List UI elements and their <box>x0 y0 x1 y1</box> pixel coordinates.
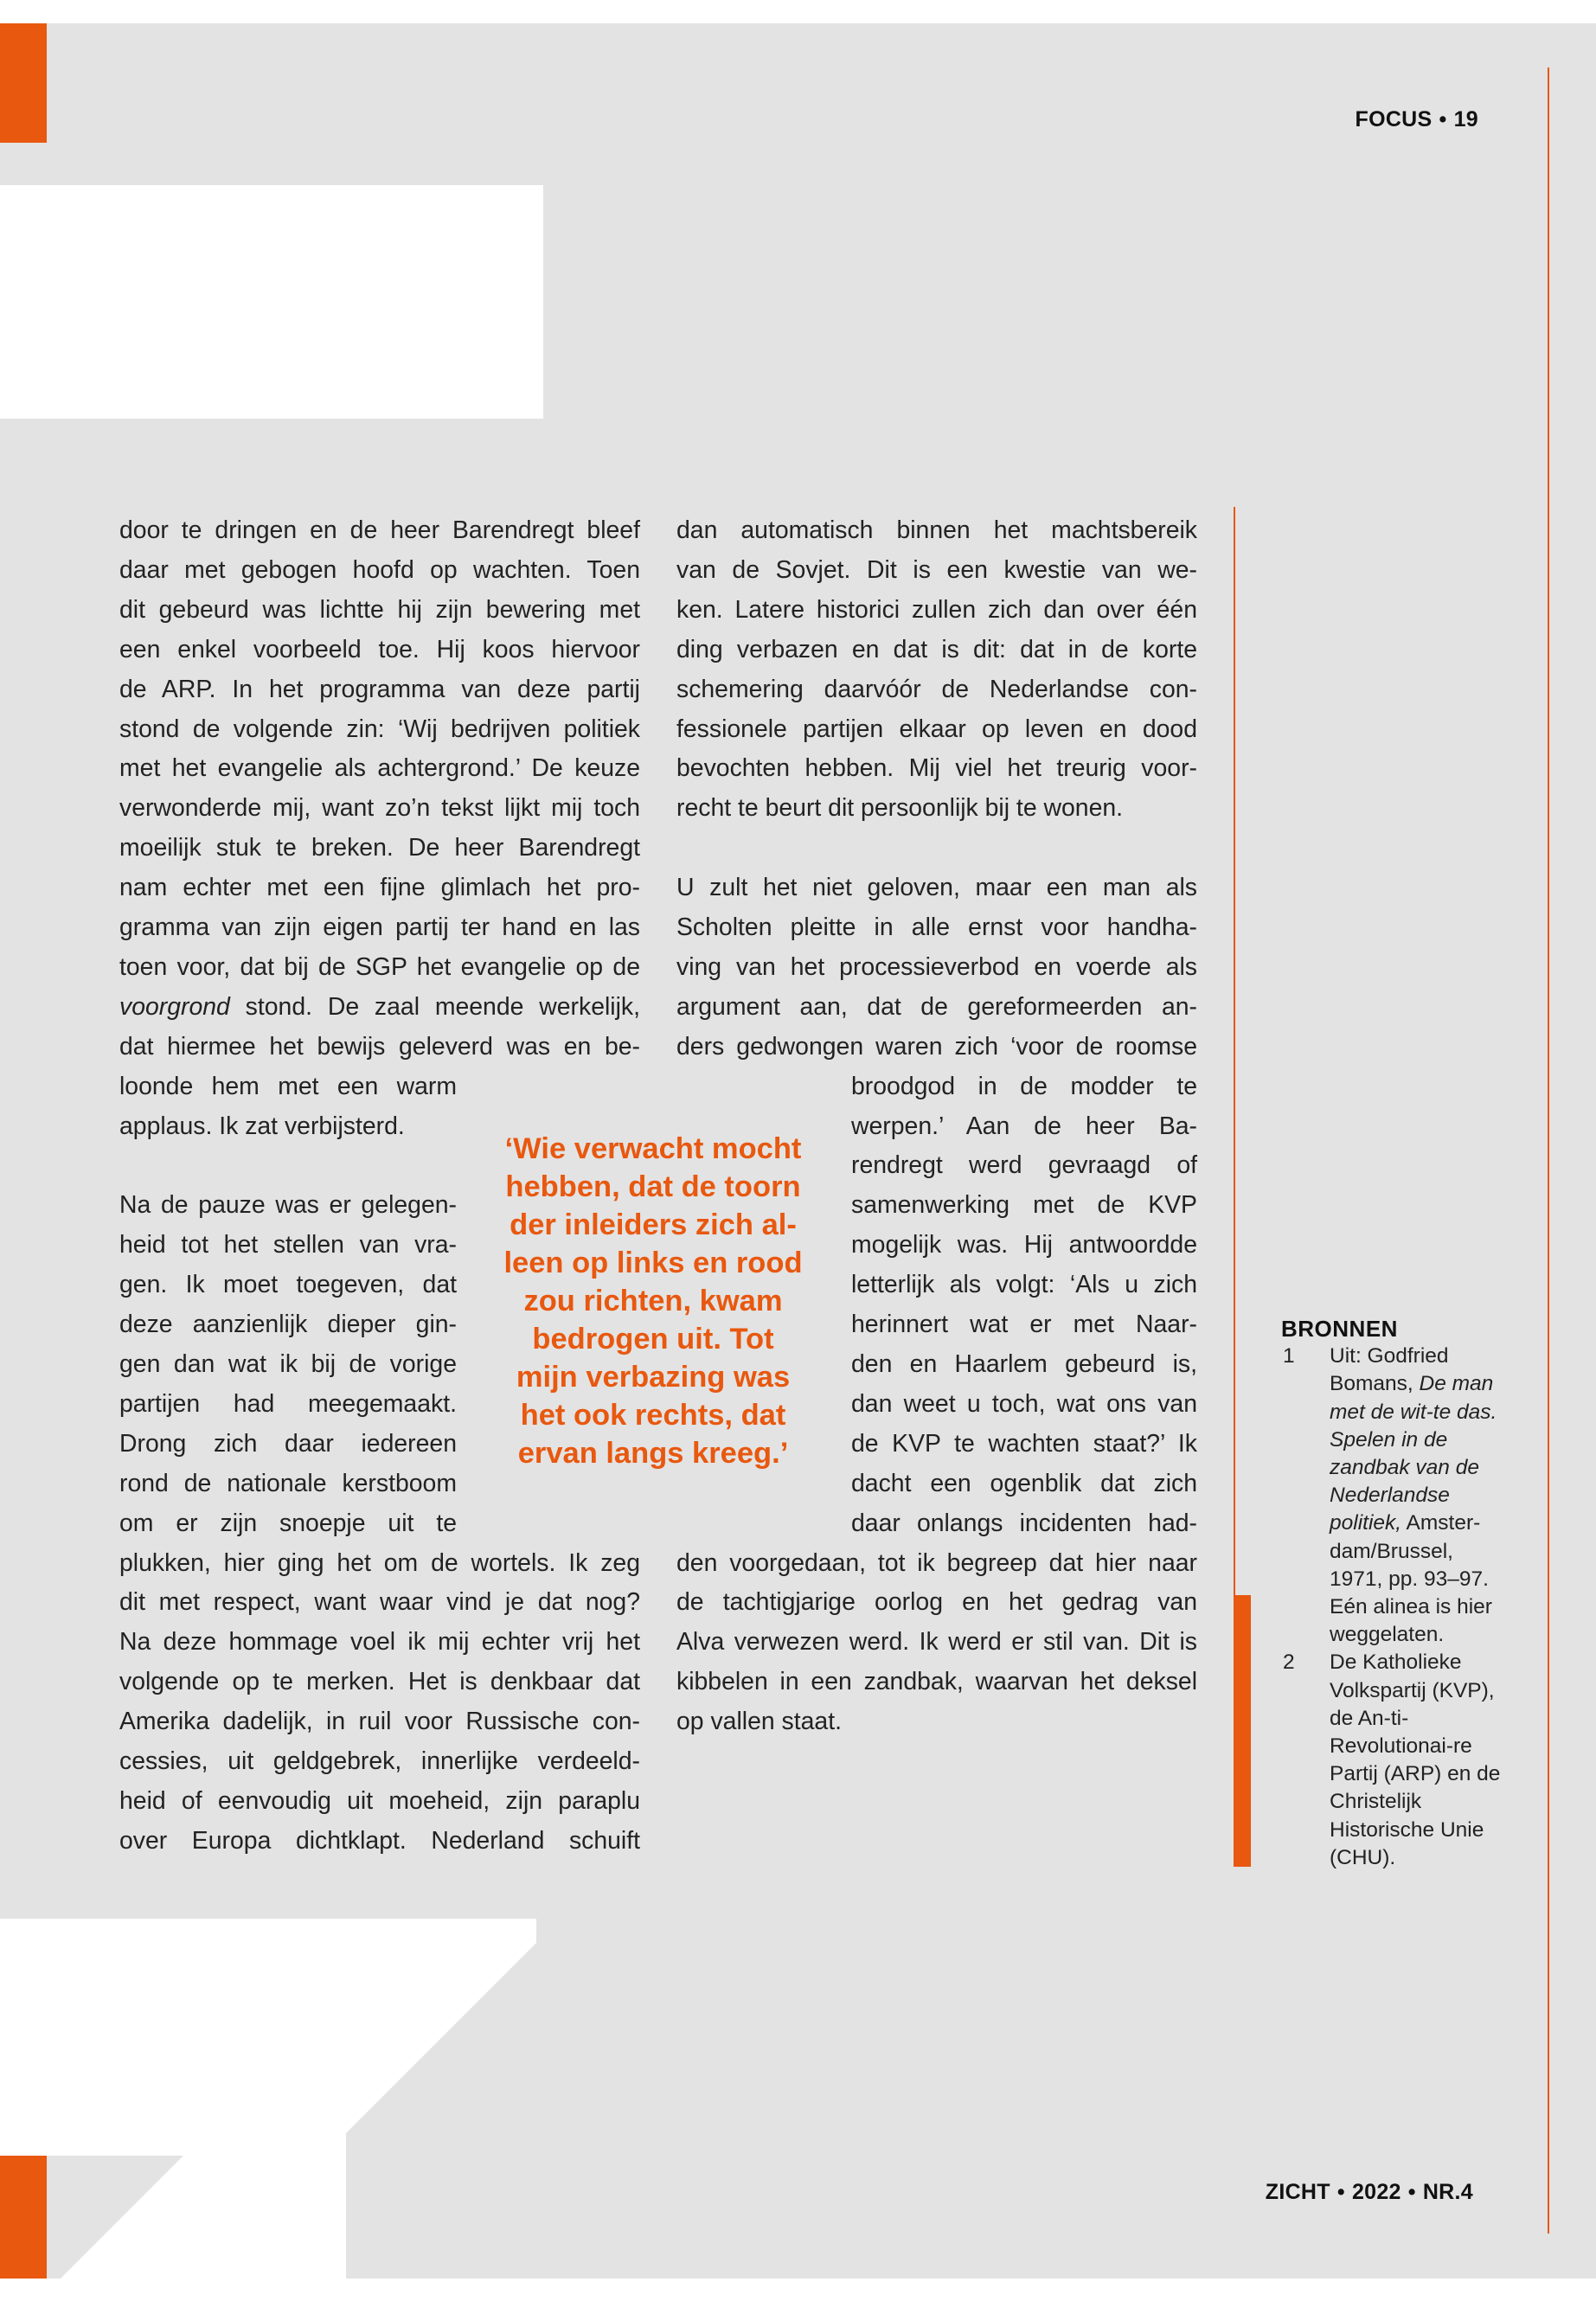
text-line: dit gebeurd was lichtte hij zijn bewering met <box>119 595 640 624</box>
magazine-name: ZICHT <box>1265 2180 1330 2204</box>
separator-dot: • <box>1407 2180 1416 2204</box>
text-line: de tachtigjarige oorlog en het gedrag van <box>676 1588 1197 1617</box>
pull-quote-line: hebben, dat de toorn <box>505 1170 801 1203</box>
article-column-right <box>676 511 1197 1742</box>
text-line: partijen had meegemaakt. <box>119 1389 457 1418</box>
text-line: den en Haarlem gebeurd is, <box>851 1350 1197 1379</box>
accent-block-top <box>0 23 47 143</box>
text-line: mogelijk was. Hij antwoordde <box>851 1231 1197 1259</box>
text-line: kibbelen in een zandbak, waarvan het deksel <box>676 1668 1197 1696</box>
pull-quote-line: zou richten, kwam <box>523 1285 783 1317</box>
text-line: gramma van zijn eigen partij ter hand en las <box>119 913 640 942</box>
text-line: loonde hem met een warm <box>119 1072 457 1100</box>
text-line: dat hiermee het bewijs geleverd was en be- <box>119 1032 640 1061</box>
text-line: een enkel voorbeeld toe. Hij koos hiervoor <box>119 635 640 663</box>
pull-quote-line: ervan langs kreeg.’ <box>517 1437 789 1470</box>
text-line: daar onlangs incidenten had- <box>851 1509 1197 1537</box>
white-block-top <box>0 185 543 419</box>
issue-number: NR.4 <box>1422 2180 1473 2204</box>
running-header <box>1356 107 1478 132</box>
source-text: De Katholieke Volkspartij (KVP), de An-ti-Revolutionai-re Partij (ARP) en de Christelijk Historische Unie (CHU). <box>1330 1650 1501 1869</box>
italic-word: voorgrond <box>119 992 230 1021</box>
text-line: van de Sovjet. Dit is een kwestie van we- <box>676 555 1197 584</box>
text-line: de ARP. In het programma van deze partij <box>119 675 640 703</box>
pull-quote-line: leen op links en rood <box>503 1247 803 1279</box>
text-line: cessies, uit geldgebrek, innerlijke verdeeld- <box>119 1747 640 1776</box>
sources-sidebar <box>1281 1315 1506 1872</box>
text-line: recht te beurt dit persoonlijk bij te wonen. <box>676 794 1124 823</box>
text-line: door te dringen en de heer Barendregt bleef <box>119 516 640 544</box>
source-number: 1 <box>1283 1344 1295 1368</box>
white-block-bottom <box>0 1919 536 2279</box>
text-line: den voorgedaan, tot ik begreep dat hier naar <box>676 1548 1197 1577</box>
text-line: rendregt werd gevraagd of <box>851 1151 1197 1180</box>
sources-rule-thin <box>1234 507 1235 1597</box>
text-line: fessionele partijen elkaar op leven en dood <box>676 715 1197 743</box>
text-line: samenwerking met de KVP <box>851 1191 1197 1220</box>
source-number: 2 <box>1283 1650 1295 1675</box>
text-line: om er zijn snoepje uit te <box>119 1509 457 1537</box>
accent-block-bottom <box>0 2156 47 2279</box>
source-text: Uit: Godfried Bomans, <box>1330 1344 1449 1396</box>
text-line: Na de pauze was er gelegen- <box>119 1191 457 1220</box>
text-line: nam echter met een fijne glimlach het pro- <box>119 874 640 902</box>
text-line: volgende op te merken. Het is denkbaar dat <box>119 1668 640 1696</box>
pull-quote-line: het ook rechts, dat <box>520 1399 786 1432</box>
pull-quote-line: bedrogen uit. Tot <box>532 1323 774 1356</box>
pull-quote-line: der inleiders zich al- <box>510 1208 797 1241</box>
pull-quote-line: ‘Wie verwacht mocht <box>504 1132 802 1165</box>
text-line: verwonderde mij, want zo’n tekst lijkt mij toch <box>119 794 640 823</box>
text-line: op vallen staat. <box>676 1708 842 1736</box>
text-line <box>119 988 640 1028</box>
paragraph <box>676 511 1197 829</box>
text-line: gen. Ik moet toegeven, dat <box>119 1271 457 1299</box>
source-item <box>1281 1649 1506 1872</box>
text-line: werpen.’ Aan de heer Ba- <box>851 1112 1197 1140</box>
text-line: over Europa dichtklapt. Nederland schuift <box>119 1826 640 1855</box>
separator-dot: • <box>1439 107 1447 131</box>
issue-year: 2022 <box>1351 2180 1401 2204</box>
text-line: letterlijk als volgt: ‘Als u zich <box>851 1271 1197 1299</box>
sources-title: BRONNEN <box>1281 1316 1398 1342</box>
text-line: heid tot het stellen van vra- <box>119 1231 457 1259</box>
text-line: rond de nationale kerstboom <box>119 1469 457 1497</box>
text-line: Scholten pleitte in alle ernst voor handha- <box>676 913 1197 942</box>
text-line: dan automatisch binnen het machtsbereik <box>676 516 1197 544</box>
source-item <box>1281 1343 1506 1649</box>
source-title-italic: De man met de wit-te das. Spelen in de zandbak van de Nederlandse politiek, <box>1330 1372 1497 1535</box>
text-line: dacht een ogenblik dat zich <box>851 1469 1197 1497</box>
paragraph <box>119 511 640 1147</box>
text-line: broodgod in de modder te <box>851 1072 1197 1100</box>
text-line: ken. Latere historici zullen zich dan over één <box>676 595 1197 624</box>
text-line: dit met respect, want waar vind je dat nog? <box>119 1588 640 1617</box>
text-line: stond de volgende zin: ‘Wij bedrijven politiek <box>119 715 640 743</box>
text-line: dan weet u toch, wat ons van <box>851 1389 1197 1418</box>
sources-rule-thick <box>1234 1595 1251 1867</box>
text-line: moeilijk stuk te breken. De heer Barendregt <box>119 834 640 862</box>
text-line: ders gedwongen waren zich ‘voor de roomse <box>676 1032 1197 1061</box>
running-footer <box>1266 2180 1473 2205</box>
text-line: Alva verwezen werd. Ik werd er stil van. Dit is <box>676 1628 1197 1657</box>
text-line: Drong zich daar iedereen <box>119 1429 457 1458</box>
section-label: FOCUS <box>1355 107 1433 131</box>
text-line: argument aan, dat de gereformeerden an- <box>676 992 1197 1021</box>
text-line: U zult het niet geloven, maar een man als <box>676 874 1197 902</box>
text-line: Amerika dadelijk, in ruil voor Russische con- <box>119 1708 640 1736</box>
text-line: heid of eenvoudig uit moeheid, zijn paraplu <box>119 1786 640 1815</box>
pull-quote-line: mijn verbazing was <box>516 1361 791 1394</box>
text-line: bevochten hebben. Mij viel het treurig voor- <box>676 754 1197 783</box>
separator-dot: • <box>1336 2180 1345 2204</box>
text-line: ding verbazen en dat is dit: dat in de korte <box>676 635 1197 663</box>
text-line: applaus. Ik zat verbijsterd. <box>119 1112 405 1140</box>
pull-quote <box>491 1130 815 1472</box>
text-line: gen dan wat ik bij de vorige <box>119 1350 457 1379</box>
source-text: Amster-dam/Brussel, 1971, pp. 93–97. Eén alinea is hier weggelaten. <box>1330 1511 1492 1647</box>
page-edge-rule <box>1548 67 1549 2234</box>
text-line: daar met gebogen hoofd op wachten. Toen <box>119 555 640 584</box>
text-line: toen voor, dat bij de SGP het evangelie op de <box>119 952 640 981</box>
page-number: 19 <box>1453 107 1478 131</box>
text-line: deze aanzienlijk dieper gin- <box>119 1311 457 1339</box>
text-fragment: stond. De zaal meende werkelijk, <box>229 992 640 1021</box>
text-line: de KVP te wachten staat?’ Ik <box>851 1429 1197 1458</box>
text-line: schemering daarvóór de Nederlandse con- <box>676 675 1197 703</box>
text-line: Na deze hommage voel ik mij echter vrij het <box>119 1628 640 1657</box>
text-line: met het evangelie als achtergrond.’ De keuze <box>119 754 640 783</box>
text-line: plukken, hier ging het om de wortels. Ik zeg <box>119 1548 640 1577</box>
text-line: ving van het processieverbod en voerde als <box>676 952 1197 981</box>
text-line: herinnert wat er met Naar- <box>851 1311 1197 1339</box>
